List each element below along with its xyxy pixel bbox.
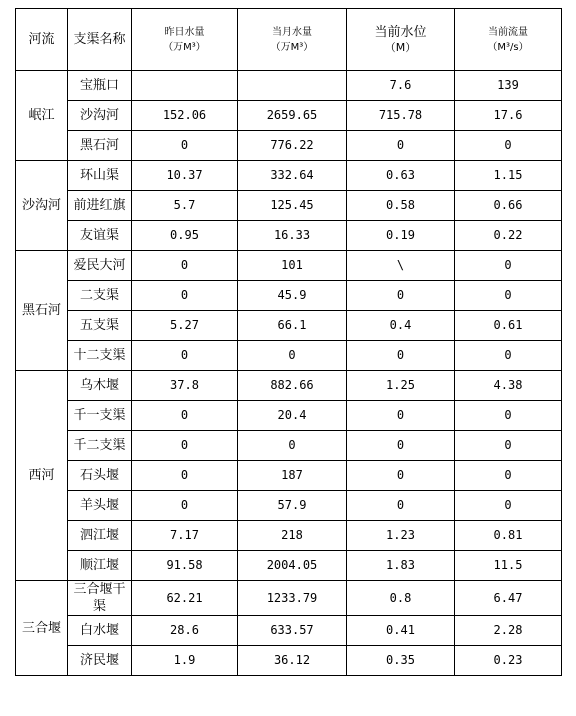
yesterday-volume-cell: 28.6 bbox=[132, 616, 238, 646]
water-level-cell: 0 bbox=[347, 431, 455, 461]
header-water-level bbox=[347, 9, 455, 71]
header-month-volume bbox=[238, 9, 347, 71]
header-level-label: 当前水位 bbox=[374, 24, 427, 40]
table-row bbox=[16, 131, 562, 161]
river-cell: 岷江 bbox=[16, 71, 68, 161]
water-data-table bbox=[15, 8, 562, 676]
channel-cell: 石头堰 bbox=[68, 461, 132, 491]
flow-rate-cell: 11.5 bbox=[455, 551, 562, 581]
water-level-cell: 0.58 bbox=[347, 191, 455, 221]
flow-rate-cell: 6.47 bbox=[455, 581, 562, 616]
water-level-cell: 1.23 bbox=[347, 521, 455, 551]
month-volume-cell: 0 bbox=[238, 431, 347, 461]
yesterday-volume-cell: 5.27 bbox=[132, 311, 238, 341]
flow-rate-cell: 0 bbox=[455, 431, 562, 461]
yesterday-volume-cell: 152.06 bbox=[132, 101, 238, 131]
month-volume-cell: 20.4 bbox=[238, 401, 347, 431]
flow-rate-cell: 0.22 bbox=[455, 221, 562, 251]
yesterday-volume-cell bbox=[132, 71, 238, 101]
water-level-cell: 715.78 bbox=[347, 101, 455, 131]
header-flow-label: 当前流量 bbox=[488, 26, 528, 38]
flow-rate-cell: 0.61 bbox=[455, 311, 562, 341]
river-cell: 三合堰 bbox=[16, 581, 68, 676]
flow-rate-cell: 4.38 bbox=[455, 371, 562, 401]
water-level-cell: 1.83 bbox=[347, 551, 455, 581]
month-volume-cell: 57.9 bbox=[238, 491, 347, 521]
header-row bbox=[16, 9, 562, 71]
yesterday-volume-cell: 0.95 bbox=[132, 221, 238, 251]
yesterday-volume-cell: 0 bbox=[132, 401, 238, 431]
month-volume-cell: 1233.79 bbox=[238, 581, 347, 616]
yesterday-volume-cell: 91.58 bbox=[132, 551, 238, 581]
month-volume-cell: 36.12 bbox=[238, 646, 347, 676]
month-volume-cell: 0 bbox=[238, 341, 347, 371]
month-volume-cell: 16.33 bbox=[238, 221, 347, 251]
channel-cell: 沙沟河 bbox=[68, 101, 132, 131]
month-volume-cell: 2659.65 bbox=[238, 101, 347, 131]
channel-cell: 顺江堰 bbox=[68, 551, 132, 581]
water-level-cell: 0.8 bbox=[347, 581, 455, 616]
yesterday-volume-cell: 10.37 bbox=[132, 161, 238, 191]
channel-cell: 千二支渠 bbox=[68, 431, 132, 461]
flow-rate-cell: 0 bbox=[455, 491, 562, 521]
table-row bbox=[16, 461, 562, 491]
table-row bbox=[16, 431, 562, 461]
flow-rate-cell: 0 bbox=[455, 131, 562, 161]
water-level-cell: 0.4 bbox=[347, 311, 455, 341]
yesterday-volume-cell: 0 bbox=[132, 251, 238, 281]
table-row bbox=[16, 646, 562, 676]
water-level-cell: 0 bbox=[347, 281, 455, 311]
header-flow-rate bbox=[455, 9, 562, 71]
table-row bbox=[16, 251, 562, 281]
header-yesterday-label: 昨日水量 bbox=[164, 26, 205, 38]
month-volume-cell: 45.9 bbox=[238, 281, 347, 311]
channel-cell: 羊头堰 bbox=[68, 491, 132, 521]
flow-rate-cell: 17.6 bbox=[455, 101, 562, 131]
header-month-unit: （万M³） bbox=[270, 41, 314, 53]
yesterday-volume-cell: 0 bbox=[132, 491, 238, 521]
table-row bbox=[16, 491, 562, 521]
flow-rate-cell: 0.81 bbox=[455, 521, 562, 551]
yesterday-volume-cell: 1.9 bbox=[132, 646, 238, 676]
yesterday-volume-cell: 0 bbox=[132, 131, 238, 161]
flow-rate-cell: 0.66 bbox=[455, 191, 562, 221]
yesterday-volume-cell: 0 bbox=[132, 461, 238, 491]
water-level-cell: 0.19 bbox=[347, 221, 455, 251]
river-cell: 黑石河 bbox=[16, 251, 68, 371]
table-row bbox=[16, 581, 562, 616]
yesterday-volume-cell: 0 bbox=[132, 341, 238, 371]
table-row bbox=[16, 101, 562, 131]
table-row bbox=[16, 371, 562, 401]
table-row bbox=[16, 191, 562, 221]
month-volume-cell: 125.45 bbox=[238, 191, 347, 221]
water-level-cell: 1.25 bbox=[347, 371, 455, 401]
flow-rate-cell: 2.28 bbox=[455, 616, 562, 646]
water-level-cell: 0 bbox=[347, 401, 455, 431]
channel-cell: 乌木堰 bbox=[68, 371, 132, 401]
header-yesterday-volume bbox=[132, 9, 238, 71]
water-level-cell: 0 bbox=[347, 341, 455, 371]
channel-cell: 济民堰 bbox=[68, 646, 132, 676]
channel-cell: 黑石河 bbox=[68, 131, 132, 161]
header-river: 河流 bbox=[16, 9, 68, 71]
yesterday-volume-cell: 5.7 bbox=[132, 191, 238, 221]
month-volume-cell bbox=[238, 71, 347, 101]
flow-rate-cell: 0.23 bbox=[455, 646, 562, 676]
water-level-cell: 0 bbox=[347, 131, 455, 161]
table-header bbox=[16, 9, 562, 71]
channel-cell: 白水堰 bbox=[68, 616, 132, 646]
channel-cell: 爱民大河 bbox=[68, 251, 132, 281]
table-row bbox=[16, 551, 562, 581]
river-cell: 西河 bbox=[16, 371, 68, 581]
yesterday-volume-cell: 0 bbox=[132, 431, 238, 461]
yesterday-volume-cell: 0 bbox=[132, 281, 238, 311]
yesterday-volume-cell: 37.8 bbox=[132, 371, 238, 401]
table-body bbox=[16, 71, 562, 676]
channel-cell: 友谊渠 bbox=[68, 221, 132, 251]
river-cell: 沙沟河 bbox=[16, 161, 68, 251]
month-volume-cell: 882.66 bbox=[238, 371, 347, 401]
header-level-unit: （M） bbox=[384, 40, 417, 54]
table-row bbox=[16, 221, 562, 251]
water-level-cell: 0 bbox=[347, 491, 455, 521]
table-row bbox=[16, 341, 562, 371]
channel-cell: 二支渠 bbox=[68, 281, 132, 311]
flow-rate-cell: 0 bbox=[455, 461, 562, 491]
yesterday-volume-cell: 7.17 bbox=[132, 521, 238, 551]
flow-rate-cell: 0 bbox=[455, 341, 562, 371]
month-volume-cell: 633.57 bbox=[238, 616, 347, 646]
table-row bbox=[16, 281, 562, 311]
month-volume-cell: 66.1 bbox=[238, 311, 347, 341]
flow-rate-cell: 1.15 bbox=[455, 161, 562, 191]
table-row bbox=[16, 311, 562, 341]
channel-cell: 五支渠 bbox=[68, 311, 132, 341]
flow-rate-cell: 0 bbox=[455, 281, 562, 311]
table-row bbox=[16, 616, 562, 646]
channel-cell: 十二支渠 bbox=[68, 341, 132, 371]
month-volume-cell: 332.64 bbox=[238, 161, 347, 191]
flow-rate-cell: 139 bbox=[455, 71, 562, 101]
water-level-cell: 0 bbox=[347, 461, 455, 491]
month-volume-cell: 2004.05 bbox=[238, 551, 347, 581]
yesterday-volume-cell: 62.21 bbox=[132, 581, 238, 616]
month-volume-cell: 218 bbox=[238, 521, 347, 551]
header-month-label: 当月水量 bbox=[272, 26, 312, 38]
header-yesterday-unit: （万M³） bbox=[163, 41, 206, 53]
table-row bbox=[16, 161, 562, 191]
header-channel: 支渠名称 bbox=[68, 9, 132, 71]
water-level-cell: 0.41 bbox=[347, 616, 455, 646]
flow-rate-cell: 0 bbox=[455, 251, 562, 281]
water-level-cell: 7.6 bbox=[347, 71, 455, 101]
channel-cell: 前进红旗 bbox=[68, 191, 132, 221]
flow-rate-cell: 0 bbox=[455, 401, 562, 431]
channel-cell: 三合堰干渠 bbox=[68, 581, 132, 616]
water-level-cell: 0.35 bbox=[347, 646, 455, 676]
water-level-cell: \ bbox=[347, 251, 455, 281]
table-row bbox=[16, 521, 562, 551]
header-flow-unit: （M³/s） bbox=[487, 41, 529, 53]
month-volume-cell: 101 bbox=[238, 251, 347, 281]
channel-cell: 千一支渠 bbox=[68, 401, 132, 431]
table-row bbox=[16, 71, 562, 101]
month-volume-cell: 776.22 bbox=[238, 131, 347, 161]
channel-cell: 环山渠 bbox=[68, 161, 132, 191]
channel-cell: 宝瓶口 bbox=[68, 71, 132, 101]
channel-cell: 泗江堰 bbox=[68, 521, 132, 551]
water-level-cell: 0.63 bbox=[347, 161, 455, 191]
table-row bbox=[16, 401, 562, 431]
month-volume-cell: 187 bbox=[238, 461, 347, 491]
